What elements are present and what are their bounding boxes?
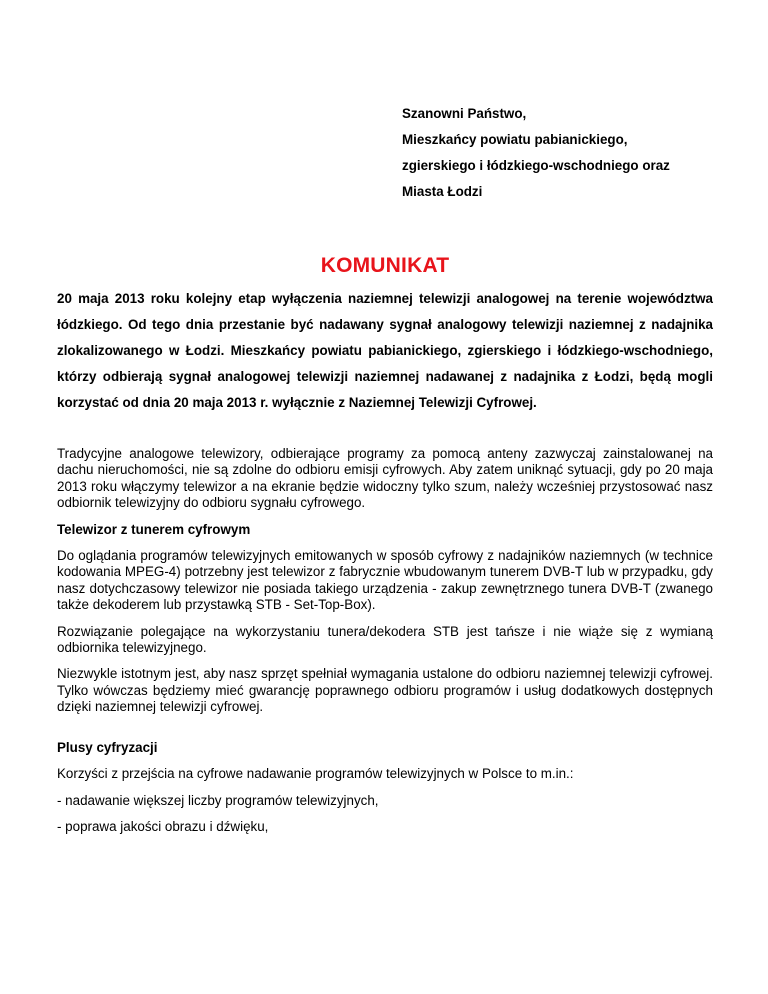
- address-line: Mieszkańcy powiatu pabianickiego,: [402, 132, 628, 147]
- heading-benefits: Plusy cyfryzacji: [57, 739, 158, 755]
- body-text: [57, 446, 713, 845]
- document-title: KOMUNIKAT: [320, 254, 450, 277]
- list-item: - nadawanie większej liczby programów telewizyjnych,: [57, 792, 379, 808]
- address-block: [402, 101, 670, 205]
- address-line: Szanowni Państwo,: [402, 106, 527, 121]
- heading-digital-tuner: Telewizor z tunerem cyfrowym: [57, 521, 251, 537]
- paragraph-stb: Rozwiązanie polegające na wykorzystaniu tunera/dekodera STB jest tańsze i nie wiąże się z wymianą odbiornika telewizyjnego.: [57, 623, 713, 656]
- list-item: - poprawa jakości obrazu i dźwięku,: [57, 818, 269, 834]
- paragraph-requirements: Niezwykle istotnym jest, aby nasz sprzęt spełniał wymagania ustalone do odbioru naziemnej telewizji cyfrowej. Tylko wówczas będziemy mieć gwarancję poprawnego odbioru programów i usług dodatkowych dostępnych dzięki naziemnej telewizji cyfrowej.: [57, 666, 713, 715]
- address-line: Miasta Łodzi: [402, 184, 483, 199]
- address-line: zgierskiego i łódzkiego-wschodniego oraz: [402, 158, 670, 173]
- paragraph-dvbt: Do oglądania programów telewizyjnych emitowanych w sposób cyfrowy z nadajników naziemnych (w technice kodowania MPEG-4) potrzebny jest telewizor z fabrycznie wbudowanym tunerem DVB-T lub w przypadku, gdy nasz dotychczasowy telewizor nie posiada takiego urządzenia - zakup zewnętrznego tunera DVB-T (zwanego także dekoderem lub przystawką STB - Set-Top-Box).: [57, 548, 713, 613]
- paragraph-analog-tv: Tradycyjne analogowe telewizory, odbierające programy za pomocą anteny zazwyczaj zainstalowanej na dachu nieruchomości, nie są zdolne do odbioru emisji cyfrowych. Aby zatem uniknąć sytuacji, gdy po 20 maja 2013 roku włączymy telewizor a na ekranie będzie widoczny tylko szum, należy wcześniej przystosować nasz odbiornik telewizyjny do odbioru sygnału cyfrowego.: [57, 446, 713, 511]
- paragraph-benefits-intro: Korzyści z przejścia na cyfrowe nadawanie programów telewizyjnych w Polsce to m.in.:: [57, 766, 574, 782]
- intro-paragraph: 20 maja 2013 roku kolejny etap wyłączenia naziemnej telewizji analogowej na terenie województwa łódzkiego. Od tego dnia przestanie być nadawany sygnał analogowy telewizji naziemnej z nadajnika zlokalizowanego w Łodzi. Mieszkańcy powiatu pabianickiego, zgierskiego i łódzkiego-wschodniego, którzy odbierają sygnał analogowej telewizji naziemnej nadawanej z nadajnika z Łodzi, będą mogli korzystać od dnia 20 maja 2013 r. wyłącznie z Naziemnej Telewizji Cyfrowej.: [57, 291, 713, 410]
